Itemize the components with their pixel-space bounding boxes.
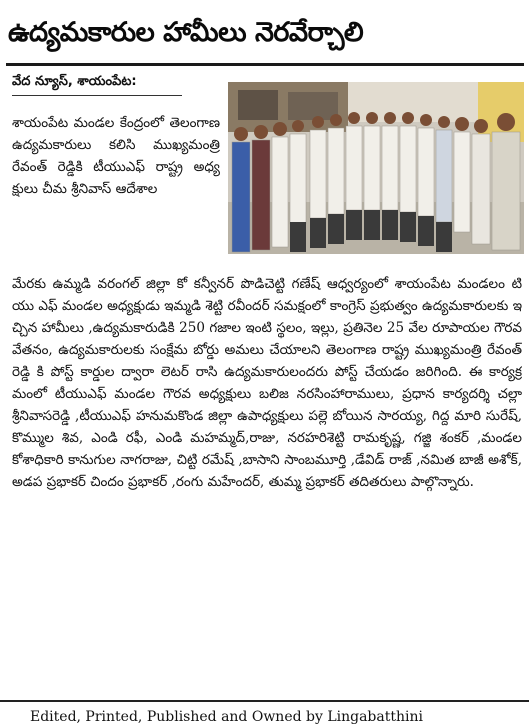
footer-divider: [0, 700, 529, 702]
headline-divider: [6, 63, 524, 66]
group-photo: [228, 82, 524, 254]
headline: ఉద్యమకారుల హామీలు నెరవేర్చాలి: [8, 17, 364, 48]
byline: వేద న్యూస్, శాయంపేట:: [12, 74, 137, 89]
article-body: మేరకు ఉమ్మడి వరంగల్ జిల్లా కో కన్వీనర్ పొడిచెట్టి గణేష్ ఆధ్వర్యంలో శాయంపేట మండలం టి యు ఎఫ్ మండల అధ్యక్షుడు ఇమ్మడి శెట్టి రవీందర్ సమక్షంలో కాంగ్రెస్ ప్రభుత్వం ఉద్యమకారులకు ఇచ్చిన హామీలు ,ఉద్యమకారుడికి 250 గజాల ఇంటి స్థలం, ఇల్లు, ప్రతినెల 25 వేల రూపాయల గౌరవ వేతనం, ఉద్యమకారులకు సంక్షేమ బోర్డు అమలు చేయాలని తెలంగాణ రాష్ట్ర ముఖ్యమంత్రి రేవంత్ రెడ్డి కి పోస్ట్ కార్డుల ద్వారా లెటర్ రాసి ఉద్యమకారులందరు పోస్ట్ చేయడం జరిగింది. ఈ కార్యక్రమంలో టీయుఎఫ్ మండల గౌరవ అధ్యక్షులు బలిజ నరసింహారాములు, ప్రధాన కార్యదర్శి చల్లా శ్రీనివాసరెడ్డి ,టీయుఎఫ్ హనుమకొండ జిల్లా ఉపాధ్యక్షులు పల్లె బోయిన సారయ్య, గిద్ద మారి సురేష్, కొమ్ముల శివ, ఎండి రఫీ, ఎండి మహమ్మద్,రాజు, నరహరిశెట్టి రామకృష్ణ, గజ్జి శంకర్ ,మండల కోశాధికారి కానుగుల నాగరాజు, చిట్టి రమేష్ ,బాసాని సాంబమూర్తి ,డేవిడ్ రాజ్ ,నమిత బాజీ అశోక్, అడప ప్రభాకర్ చిందం ప్రభాకర్ ,రంగు మహేందర్, తుమ్మ ప్రభాకర్ తదితరులు పాల్గొన్నారు.: [12, 276, 522, 490]
byline-underline: [12, 95, 182, 96]
article-intro: శాయంపేట మండల కేంద్రంలో తెలంగాణ ఉద్యమకారులు కలిసి ముఖ్యమంత్రి రేవంత్ రెడ్డికి టీయుఎఫ్ రాష్ట్ర అధ్యక్షులు చీమ శ్రీనివాస్ ఆదేశాల: [12, 115, 220, 197]
imprint-line: Edited, Printed, Published and Owned by Lingabatthini: [30, 709, 423, 725]
